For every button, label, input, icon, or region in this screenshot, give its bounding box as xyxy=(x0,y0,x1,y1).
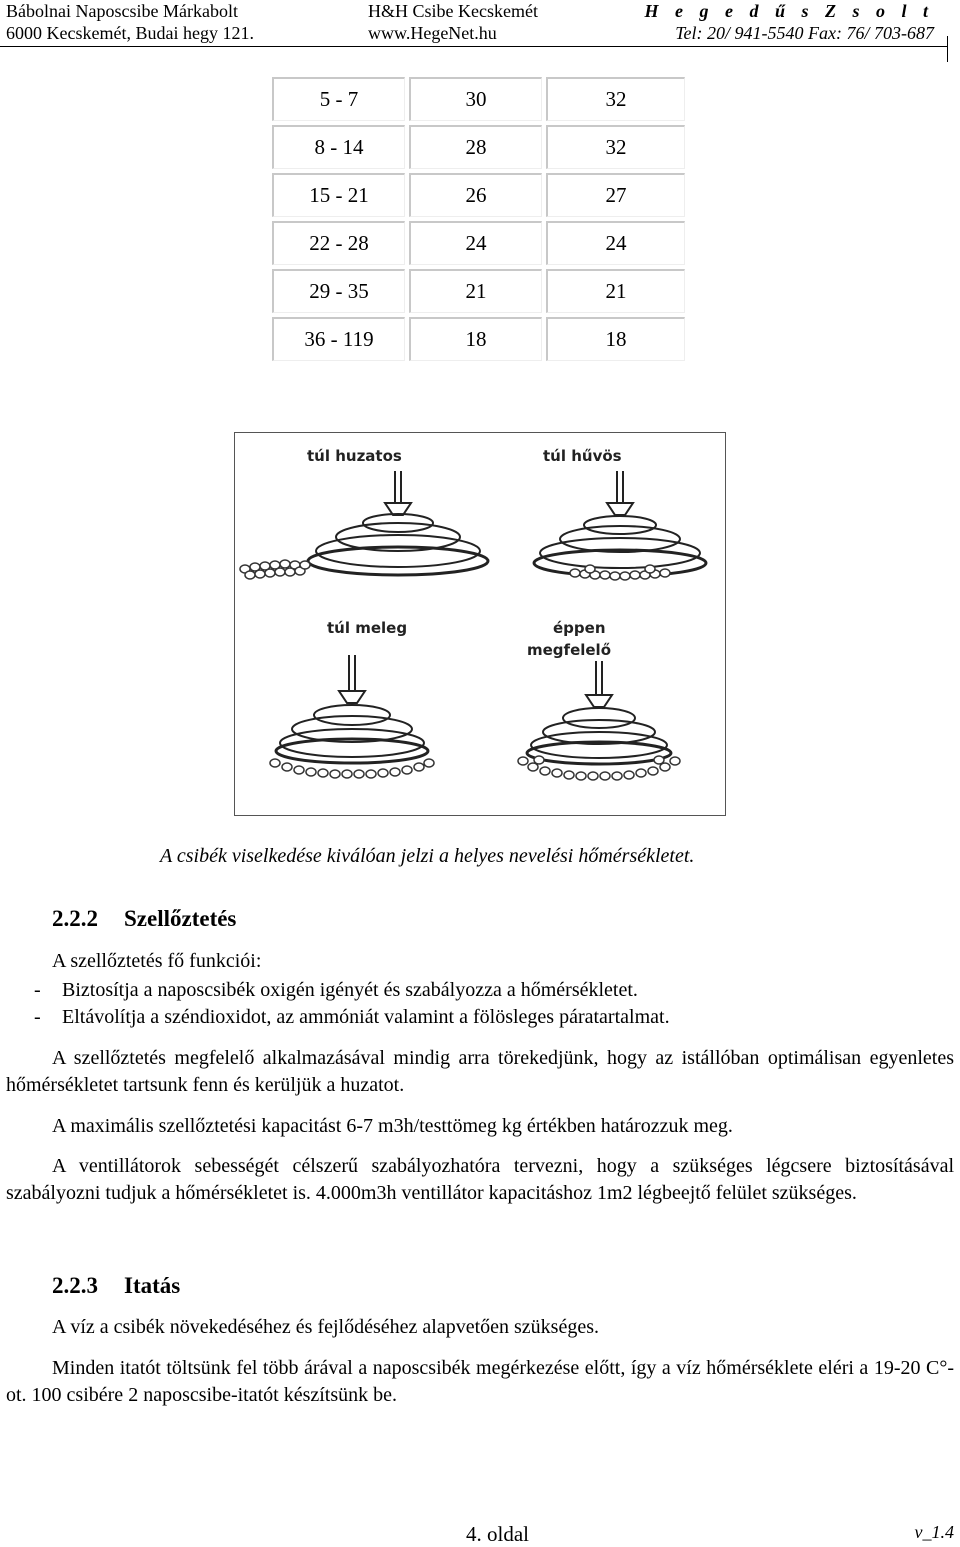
header-phone: Tel: 20/ 941-5540 Fax: 76/ 703-687 xyxy=(675,23,934,43)
label-just-right-1: éppen xyxy=(553,619,606,637)
paragraph: A víz a csibék növekedéséhez és fejlődéséhez alapvetően szükséges. xyxy=(52,1316,599,1338)
chick-cluster-icon xyxy=(240,560,310,579)
age-range-cell: 36 - 119 xyxy=(272,317,405,361)
header-address: 6000 Kecskemét, Budai hegy 121. xyxy=(6,23,254,43)
version-label: v_1.4 xyxy=(914,1522,954,1542)
heat-lamp-icon xyxy=(534,471,706,576)
temperature-table xyxy=(268,73,689,365)
table-row xyxy=(272,317,685,361)
chick-ring-icon xyxy=(518,756,680,780)
header-corner-mark xyxy=(947,36,948,62)
heat-lamp-icon xyxy=(276,655,428,763)
temperature-cell-alt: 32 xyxy=(546,125,685,169)
temperature-cell-alt: 32 xyxy=(546,77,685,121)
age-range-cell: 5 - 7 xyxy=(272,77,405,121)
paragraph: A ventillátorok sebességét célszerű szabályozhatóra tervezni, hogy a szükséges légcsere biztosításával szabályozni tudjuk a hőmérsékletet is. 4.000m3h ventillátor kapacitáshoz 1m2 légbeejtő felület szükséges. xyxy=(6,1155,954,1204)
temperature-cell: 30 xyxy=(409,77,542,121)
header-org: Bábolnai Naposcsibe Márkabolt xyxy=(6,1,238,21)
temperature-cell: 26 xyxy=(409,173,542,217)
section-heading-watering xyxy=(52,1273,180,1299)
page-header xyxy=(0,0,960,48)
section-title: Szellőztetés xyxy=(124,906,237,931)
table-row xyxy=(272,173,685,217)
header-website: www.HegeNet.hu xyxy=(368,23,497,43)
temperature-cell-alt: 18 xyxy=(546,317,685,361)
header-shop: H&H Csibe Kecskemét xyxy=(368,1,538,21)
temperature-cell: 28 xyxy=(409,125,542,169)
section-heading-ventilation xyxy=(52,906,236,932)
table-row xyxy=(272,125,685,169)
age-range-cell: 29 - 35 xyxy=(272,269,405,313)
list-item xyxy=(34,1006,670,1029)
table-row xyxy=(272,269,685,313)
temperature-cell: 24 xyxy=(409,221,542,265)
age-range-cell: 8 - 14 xyxy=(272,125,405,169)
heat-lamp-icon xyxy=(527,661,671,764)
page-number: 4. oldal xyxy=(466,1522,529,1546)
list-item-text: Biztosítja a naposcsibék oxigén igényét és szabályozza a hőmérsékletet. xyxy=(62,979,638,1001)
heat-lamp-icon xyxy=(308,471,488,575)
paragraph: A maximális szellőztetési kapacitást 6-7 m3h/testtömeg kg értékben határozzuk meg. xyxy=(52,1115,733,1137)
label-just-right-2: megfelelő xyxy=(527,641,612,659)
section-number: 2.2.3 xyxy=(52,1273,98,1298)
label-too-drafty: túl huzatos xyxy=(307,447,402,465)
list-bullet: - xyxy=(34,1006,41,1028)
header-owner: H e g e d ű s Z s o l t xyxy=(644,1,934,21)
brooder-illustration xyxy=(235,433,725,815)
temperature-cell: 18 xyxy=(409,317,542,361)
header-rule xyxy=(0,46,948,47)
brooder-behavior-figure xyxy=(234,432,726,816)
age-range-cell: 15 - 21 xyxy=(272,173,405,217)
list-item xyxy=(34,979,638,1002)
temperature-cell-alt: 24 xyxy=(546,221,685,265)
label-too-hot: túl meleg xyxy=(327,619,408,637)
table-row xyxy=(272,77,685,121)
list-bullet: - xyxy=(34,979,41,1001)
temperature-cell-alt: 27 xyxy=(546,173,685,217)
figure-caption: A csibék viselkedése kiválóan jelzi a helyes nevelési hőmérsékletet. xyxy=(160,845,695,867)
age-range-cell: 22 - 28 xyxy=(272,221,405,265)
label-too-cold: túl hűvös xyxy=(543,447,622,465)
ventilation-intro: A szellőztetés fő funkciói: xyxy=(52,950,262,972)
table-row xyxy=(272,221,685,265)
temperature-cell-alt: 21 xyxy=(546,269,685,313)
paragraph: A szellőztetés megfelelő alkalmazásával mindig arra törekedjünk, hogy az istállóban optimálisan egyenletes hőmérsékletet tartsunk fenn és kerüljük a huzatot. xyxy=(6,1047,954,1096)
paragraph: Minden itatót töltsünk fel több árával a naposcsibék megérkezése előtt, így a víz hőmérséklete eléri a 19-20 C°-ot. 100 csibére 2 naposcsibe-itatót készítsünk be. xyxy=(6,1357,954,1406)
section-number: 2.2.2 xyxy=(52,906,98,931)
list-item-text: Eltávolítja a széndioxidot, az ammóniát valamint a fölösleges páratartalmat. xyxy=(62,1006,670,1028)
section-title: Itatás xyxy=(124,1273,181,1298)
temperature-cell: 21 xyxy=(409,269,542,313)
